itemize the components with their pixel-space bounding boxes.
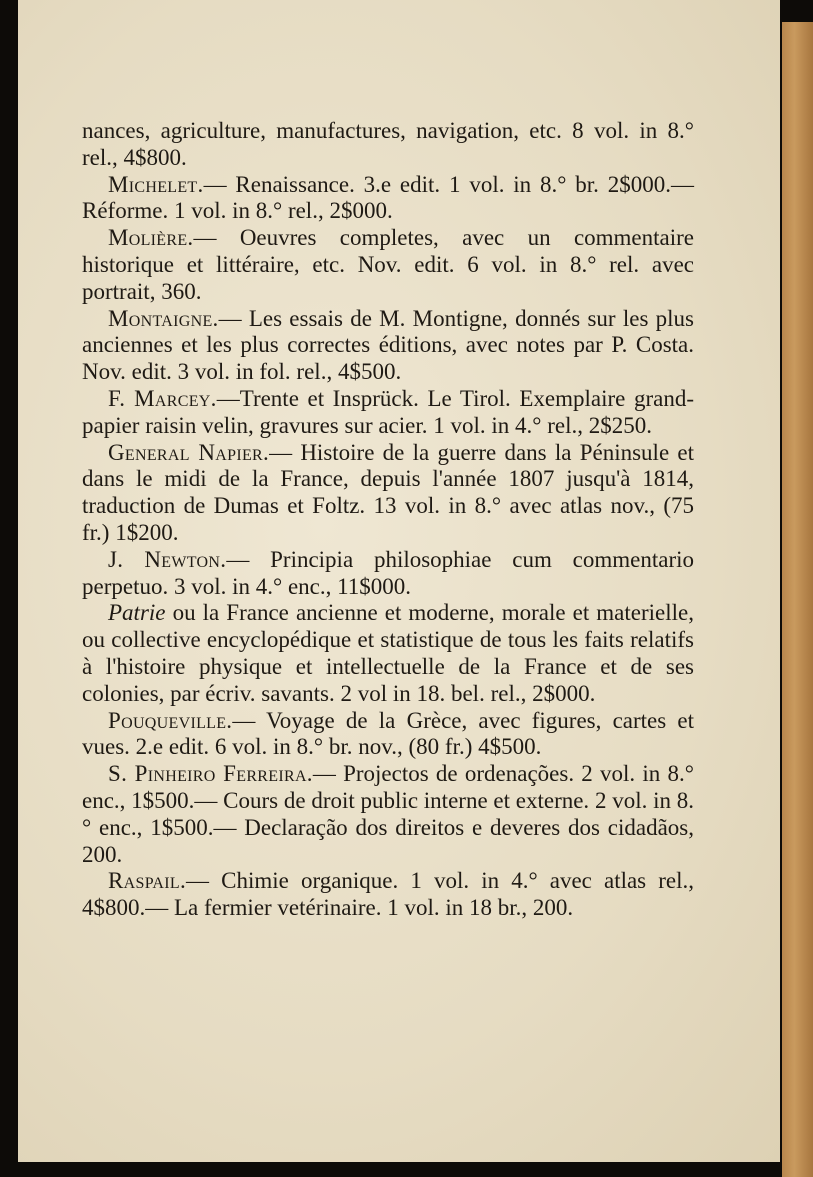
entry-montaigne bbox=[82, 306, 694, 386]
entry-body: — Les essais de M. Montigne, donnés sur les plus anciennes et les plus correctes éditions, avec notes par P. Costa. Nov. edit. 3 vol. in fol. rel., 4$500. bbox=[82, 305, 694, 385]
entry-marcey bbox=[82, 386, 694, 440]
entry-body: — Oeuvres completes, avec un commentaire historique et littéraire, etc. Nov. edit. 6 vol. in 8.° rel. avec portrait, 360. bbox=[82, 225, 694, 304]
entry-author: S. Pinheiro Ferreira. bbox=[108, 761, 313, 787]
entry-title: Patrie bbox=[108, 600, 166, 626]
entry-napier bbox=[82, 440, 694, 547]
entry-body: — Renaissance. 3.e edit. 1 vol. in 8.° br. 2$000.— Réforme. 1 vol. in 8.° rel., 2$000. bbox=[82, 171, 694, 224]
entry-author: J. Newton. bbox=[108, 546, 227, 572]
entry-continued bbox=[82, 118, 694, 172]
entry-pinheiro-ferreira bbox=[82, 761, 694, 868]
entry-author: F. Marcey. bbox=[108, 385, 217, 411]
entry-newton bbox=[82, 547, 694, 601]
entry-raspail bbox=[82, 868, 694, 922]
entry-body: — Chimie organique. 1 vol. in 4.° avec atlas rel., 4$800.— La fermier vetérinaire. 1 vol. in 18 br., 200. bbox=[82, 868, 694, 921]
entry-author: Montaigne. bbox=[108, 305, 219, 331]
entry-body: — Histoire de la guerre dans la Péninsule et dans le midi de la France, depuis l'année 1807 jusqu'à 1814, traduction de Dumas et Foltz. 13 vol. in 8.° avec atlas nov., (75 fr.) 1$200. bbox=[82, 439, 694, 545]
entry-body: — Principia philosophiae cum commentario perpetuo. 3 vol. in 4.° enc., 11$000. bbox=[82, 546, 694, 599]
entry-author: Raspail. bbox=[108, 868, 187, 894]
book-edge bbox=[782, 22, 813, 1177]
entry-author: General Napier. bbox=[108, 439, 270, 465]
entry-body: — Projectos de ordenações. 2 vol. in 8.° enc., 1$500.— Cours de droit public interne et externe. 2 vol. in 8.° enc., 1$500.— Declaração dos direitos e deveres dos cidadãos, 200. bbox=[82, 761, 694, 867]
entry-author: Michelet. bbox=[108, 171, 204, 197]
entry-moliere bbox=[82, 225, 694, 305]
entry-pouqueville bbox=[82, 708, 694, 762]
entry-body: ou la France ancienne et moderne, morale et materielle, ou collective encyclopédique et statistique de tous les faits relatifs à l'histoire physique et intellectuelle de la France et de ses colonies, par écriv. savants. 2 vol in 18. bel. rel., 2$000. bbox=[82, 600, 694, 706]
entry-michelet bbox=[82, 172, 694, 226]
entry-patrie bbox=[82, 600, 694, 707]
catalogue-text bbox=[82, 118, 694, 922]
entry-body: —Trente et Insprück. Le Tirol. Exemplaire grand-papier raisin velin, gravures sur acier. 1 vol. in 4.° rel., 2$250. bbox=[82, 385, 694, 438]
entry-body: nances, agriculture, manufactures, navigation, etc. 8 vol. in 8.° rel., 4$800. bbox=[82, 118, 694, 170]
entry-author: Molière. bbox=[108, 225, 194, 251]
entry-body: — Voyage de la Grèce, avec figures, cartes et vues. 2.e edit. 6 vol. in 8.° br. nov., (80 fr.) 4$500. bbox=[82, 707, 694, 760]
entry-author: Pouqueville. bbox=[108, 707, 233, 733]
